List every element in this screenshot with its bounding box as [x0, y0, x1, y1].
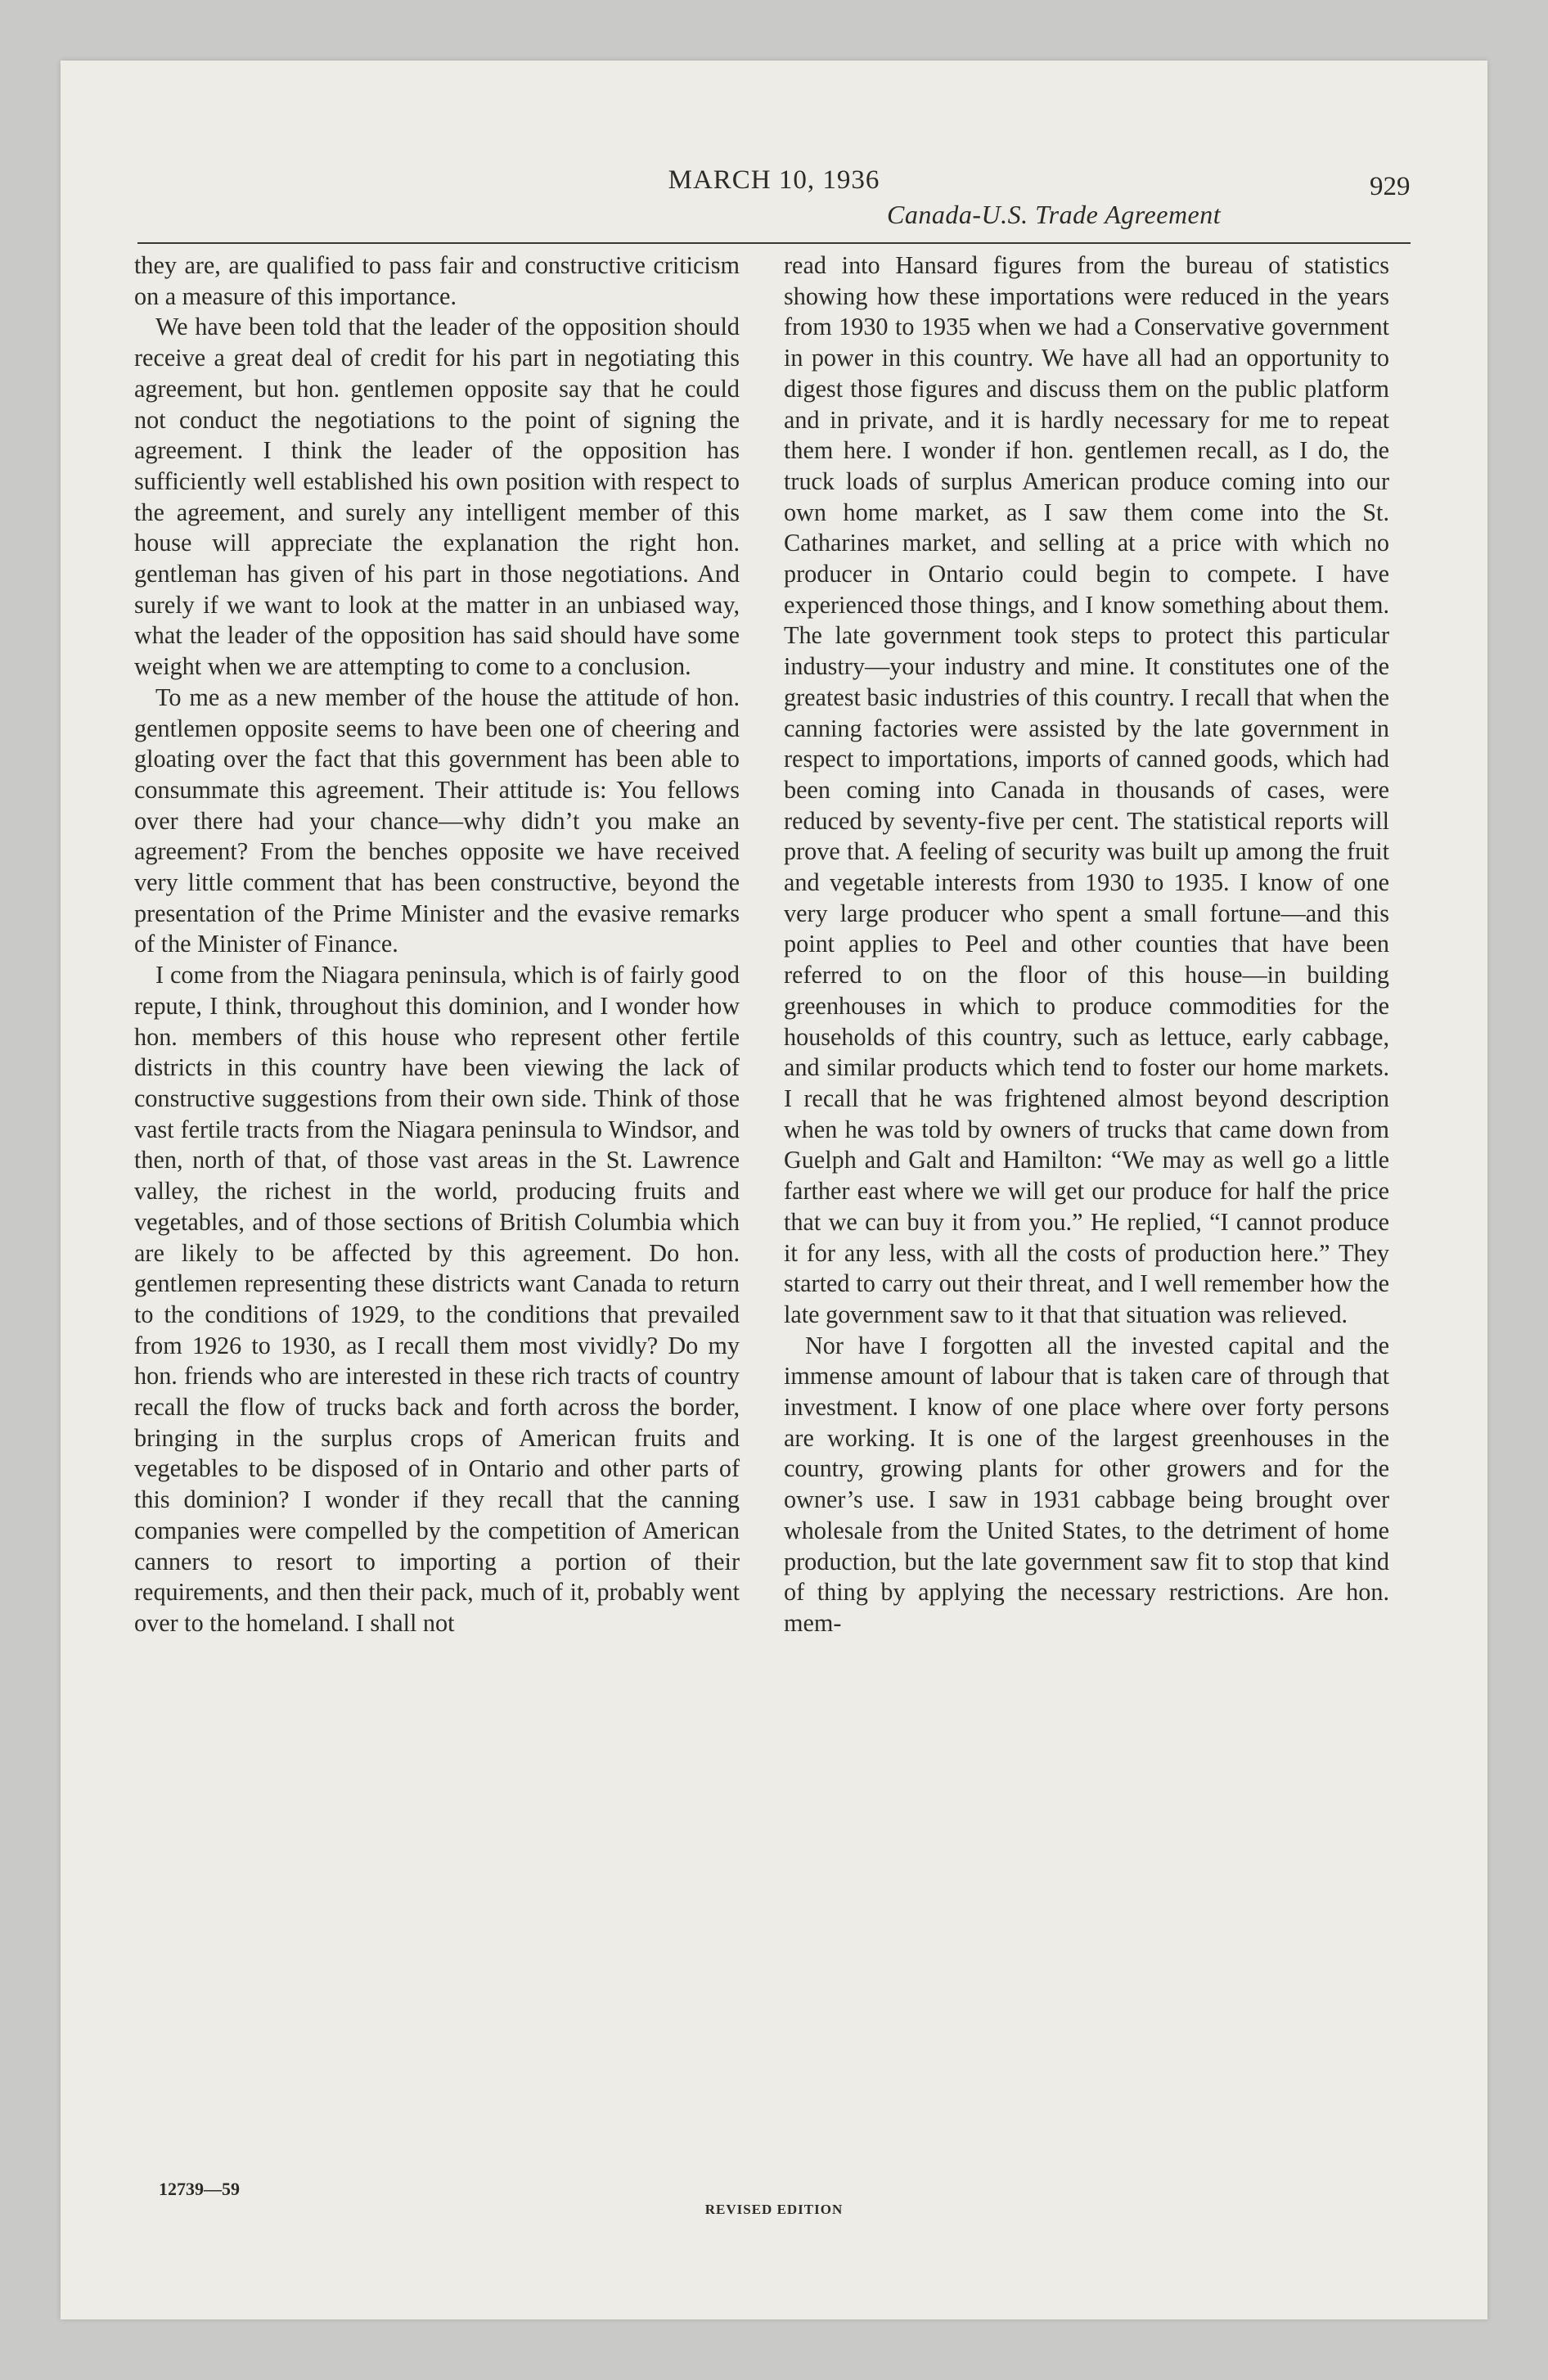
right-column: [784, 250, 1389, 1639]
paragraph: We have been told that the leader of the opposition should receive a great deal of credit for his part in negotiating this agreement, but hon. gentlemen opposite say that he could not conduct the negotiations to the point of signing the agreement. I think the leader of the opposition has sufficiently well established his own position with respect to the agreement, and surely any intelligent member of this house will appreciate the explanation the right hon. gentleman has given of his part in those negotiations. And surely if we want to look at the matter in an unbiased way, what the leader of the opposition has said should have some weight when we are attempting to come to a conclusion.: [134, 313, 740, 681]
header-date: MARCH 10, 1936: [668, 165, 880, 195]
page: [61, 61, 1487, 2319]
paragraph: they are, are qualified to pass fair and constructive criticism on a measure of this importance.: [134, 251, 740, 310]
print-code: 12739—59: [159, 2179, 240, 2199]
left-column: [134, 250, 740, 1639]
paragraph: To me as a new member of the house the attitude of hon. gentlemen opposite seems to have been one of cheering and gloating over the fact that this government has been able to consummate this agreement. Their attitude is: You fellows over there had your chance—why didn’t you make an agreement? From the benches opposite we have received very little comment that has been constructive, beyond the presentation of the Prime Minister and the evasive remarks of the Minister of Finance.: [134, 683, 740, 958]
paragraph: read into Hansard figures from the bureau of statistics showing how these importations were reduced in the years from 1930 to 1935 when we had a Conservative government in power in this country. We have all had an opportunity to digest those figures and discuss them on the public platform and in private, and it is hardly necessary for me to repeat them here. I wonder if hon. gentlemen recall, as I do, the truck loads of surplus American produce coming into our own home market, as I saw them come into the St. Catharines market, and selling at a price with which no producer in Ontario could begin to compete. I have experienced those things, and I know something about them. The late government took steps to protect this particular industry—your industry and mine. It constitutes one of the greatest basic industries of this country. I recall that when the canning factories were assisted by the late government in respect to importations, imports of canned goods, which had been coming into Canada in thousands of cases, were reduced by seventy-five per cent. The statistical reports will prove that. A feeling of security was built up among the fruit and vegetable interests from 1930 to 1935. I know of one very large producer who spent a small fortune—and this point applies to Peel and other counties that have been referred to on the floor of this house—in building greenhouses in which to produce commodities for the households of this country, such as lettuce, early cabbage, and similar products which tend to foster our home markets. I recall that he was frightened almost beyond description when he was told by owners of trucks that came down from Guelph and Galt and Hamilton: “We may as well go a little farther east where we will get our produce for half the price that we can buy it from you.” He replied, “I cannot produce it for any less, with all the costs of production here.” They started to carry out their threat, and I well remember how the late government saw to it that that situation was relieved.: [784, 251, 1389, 1328]
paragraph: Nor have I forgotten all the invested capital and the immense amount of labour that is taken care of through that investment. I know of one place where over forty persons are working. It is one of the largest greenhouses in the country, growing plants for other growers and for the owner’s use. I saw in 1931 cabbage being brought over wholesale from the United States, to the detriment of home production, but the late government saw fit to stop that kind of thing by applying the necessary restrictions. Are hon. mem-: [784, 1331, 1389, 1637]
header-subject: Canada-U.S. Trade Agreement: [887, 200, 1222, 229]
paragraph: I come from the Niagara peninsula, which is of fairly good repute, I think, throughout this dominion, and I wonder how hon. members of this house who represent other fertile districts in this country have been viewing the lack of constructive suggestions from their own side. Think of those vast fertile tracts from the Niagara peninsula to Windsor, and then, north of that, of those vast areas in the St. Lawrence valley, the richest in the world, producing fruits and vegetables, and of those sections of British Columbia which are likely to be affected by this agreement. Do hon. gentlemen representing these districts want Canada to return to the conditions of 1929, to the conditions that prevailed from 1926 to 1930, as I recall them most vividly? Do my hon. friends who are interested in these rich tracts of country recall the flow of trucks back and forth across the border, bringing in the surplus crops of American fruits and vegetables to be disposed of in Ontario and other parts of this dominion? I wonder if they recall that the canning companies were compelled by the competition of American canners to resort to importing a portion of their requirements, and then their pack, much of it, probably went over to the homeland. I shall not: [134, 961, 740, 1637]
header-rule: [137, 242, 1411, 244]
edition-label: REVISED EDITION: [704, 2202, 844, 2217]
page-number: 929: [1370, 172, 1411, 201]
